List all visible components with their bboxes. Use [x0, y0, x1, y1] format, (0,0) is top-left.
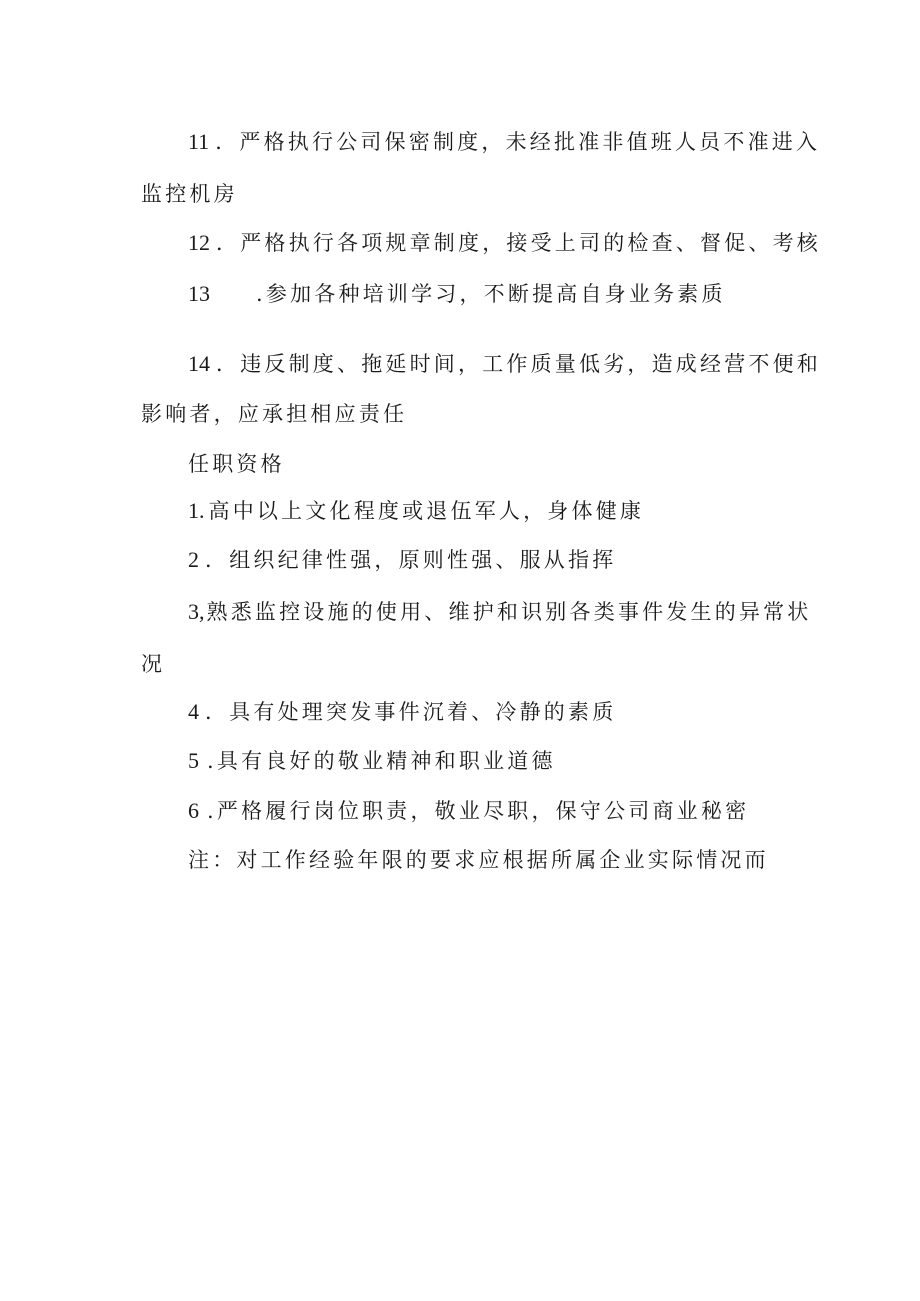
- qualification-item-3-continuation: 况: [141, 652, 166, 676]
- duty-item-12: [188, 229, 821, 257]
- qualifications-heading: 任职资格: [188, 452, 285, 476]
- duty-text: ．严格执行公司保密制度，未经批准非值班人员不准进入: [215, 130, 821, 154]
- qualification-number: 4: [188, 699, 199, 724]
- qualification-number: 6: [188, 798, 199, 823]
- duty-text: ．严格执行各项规章制度，接受上司的检查、督促、考核: [216, 231, 821, 255]
- duty-number: 14: [188, 351, 210, 376]
- qualification-number: 5: [188, 748, 199, 773]
- duty-number: 11: [188, 129, 210, 154]
- duty-item-14-continuation: 影响者，应承担相应责任: [141, 402, 408, 426]
- qualification-text: ．组织纪律性强，原则性强、服从指挥: [205, 548, 617, 572]
- duty-item-14: [188, 350, 821, 378]
- note-text: 注：对工作经验年限的要求应根据所属企业实际情况而: [188, 848, 769, 872]
- qualification-item-1: [188, 497, 644, 525]
- qualification-text: 高中以上文化程度或退伍军人，身体健康: [208, 499, 645, 523]
- duty-item-11-continuation: 监控机房: [141, 182, 238, 206]
- qualification-number: 1.: [188, 498, 205, 523]
- qualification-item-6: [188, 797, 749, 825]
- qualification-text: .严格履行岗位职责，敬业尽职，保守公司商业秘密: [207, 799, 750, 823]
- duty-number: 13: [188, 281, 210, 306]
- duty-number: 12: [188, 230, 210, 255]
- duty-item-13: [188, 280, 726, 308]
- duty-item-11: [188, 128, 820, 156]
- qualification-text: .具有良好的敬业精神和职业道德: [207, 749, 556, 773]
- qualification-number: 3,: [188, 599, 205, 624]
- qualification-number: 2: [188, 547, 199, 572]
- qualification-text: 熟悉监控设施的使用、维护和识别各类事件发生的异常状: [206, 600, 812, 624]
- qualification-item-3: [188, 598, 812, 626]
- qualification-item-4: [188, 698, 616, 726]
- qualification-text: ．具有处理突发事件沉着、冷静的素质: [205, 700, 617, 724]
- qualification-item-5: [188, 747, 556, 775]
- duty-text: .参加各种培训学习，不断提高自身业务素质: [256, 282, 726, 306]
- qualification-item-2: [188, 546, 616, 574]
- duty-text: ．违反制度、拖延时间，工作质量低劣，造成经营不便和: [216, 352, 821, 376]
